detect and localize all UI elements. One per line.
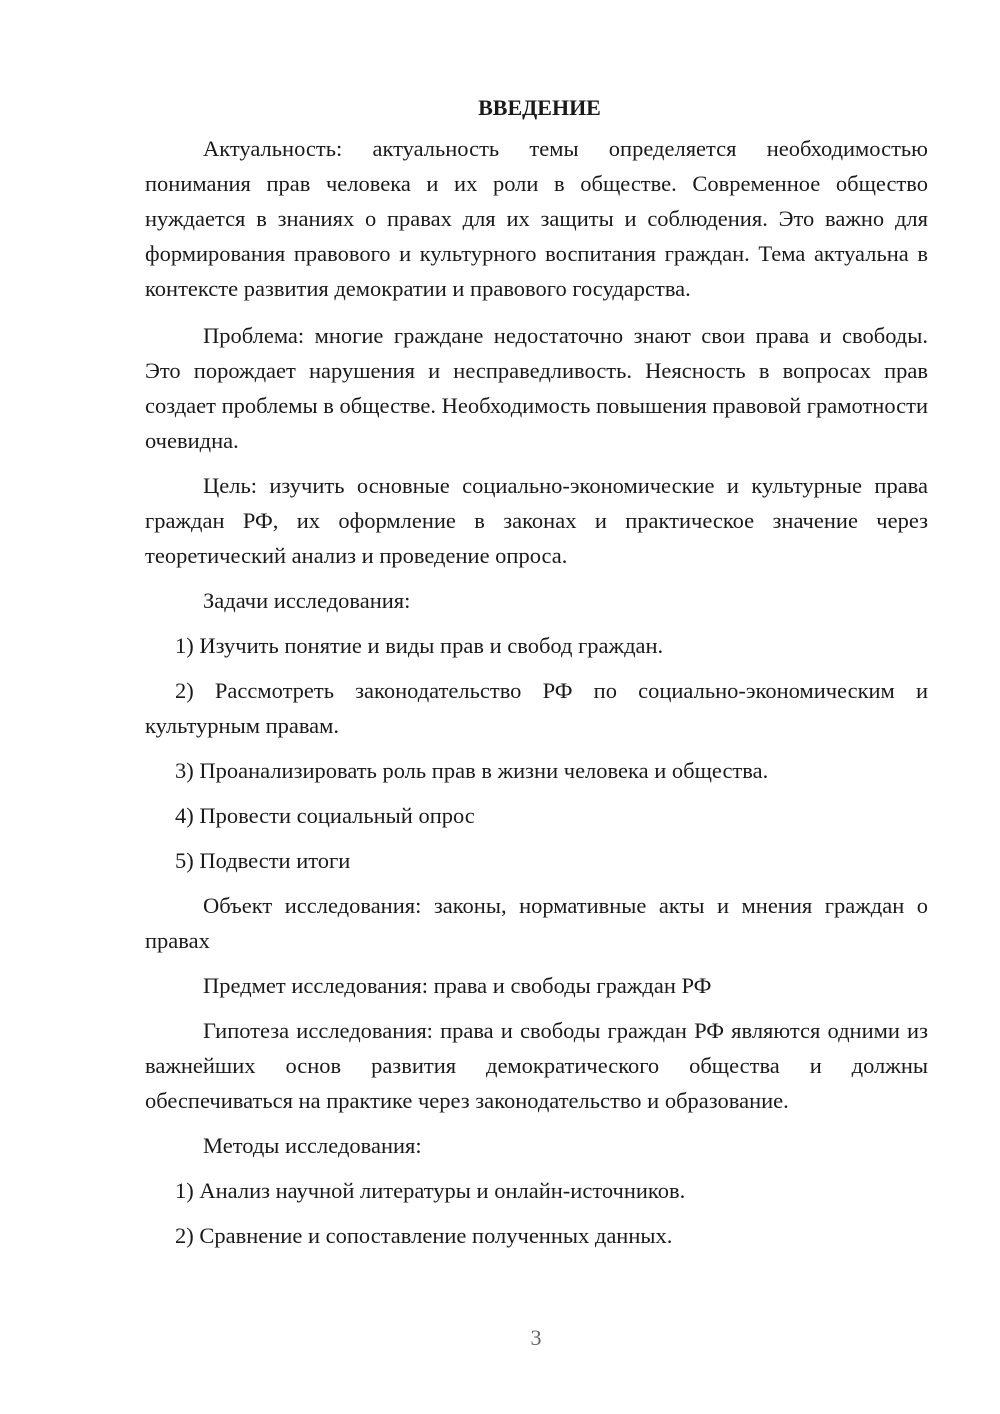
page-number: 3	[530, 1325, 542, 1350]
object-paragraph: Объект исследования: законы, нормативные акты и мнения граждан о правах	[145, 893, 928, 953]
problem-paragraph: Проблема: многие граждане недостаточно знают свои права и свободы. Это порождает нарушения и несправедливость. Неясность в вопросах прав создает проблемы в обществе. Необходимость повышения правовой грамотности очевидна.	[145, 323, 928, 453]
task-item-1: 1) Изучить понятие и виды прав и свобод граждан.	[175, 633, 664, 658]
task-item-2: 2) Рассмотреть законодательство РФ по социально-экономическим и культурным правам.	[145, 678, 928, 738]
method-item-1: 1) Анализ научной литературы и онлайн-источников.	[175, 1178, 686, 1203]
document-page	[145, 90, 928, 1253]
goal-paragraph: Цель: изучить основные социально-экономические и культурные права граждан РФ, их оформление в законах и практическое значение через теоретический анализ и проведение опроса.	[145, 473, 928, 568]
page-title: ВВЕДЕНИЕ	[478, 95, 601, 120]
hypothesis-paragraph: Гипотеза исследования: права и свободы граждан РФ являются одними из важнейших основ развития демократического общества и должны обеспечиваться на практике через законодательство и образование.	[145, 1018, 928, 1113]
task-item-3: 3) Проанализировать роль прав в жизни человека и общества.	[175, 758, 769, 783]
task-item-5: 5) Подвести итоги	[175, 848, 351, 873]
tasks-heading: Задачи исследования:	[203, 588, 411, 613]
methods-heading: Методы исследования:	[203, 1133, 422, 1158]
task-item-4: 4) Провести социальный опрос	[175, 803, 475, 828]
method-item-2: 2) Сравнение и сопоставление полученных данных.	[175, 1223, 673, 1248]
subject-paragraph: Предмет исследования: права и свободы граждан РФ	[203, 973, 712, 998]
relevance-paragraph: Актуальность: актуальность темы определяется необходимостью понимания прав человека и их роли в обществе. Современное общество нуждается в знаниях о правах для их защиты и соблюдения. Это важно для формирования правового и культурного воспитания граждан. Тема актуальна в контексте развития демократии и правового государства.	[145, 136, 928, 301]
